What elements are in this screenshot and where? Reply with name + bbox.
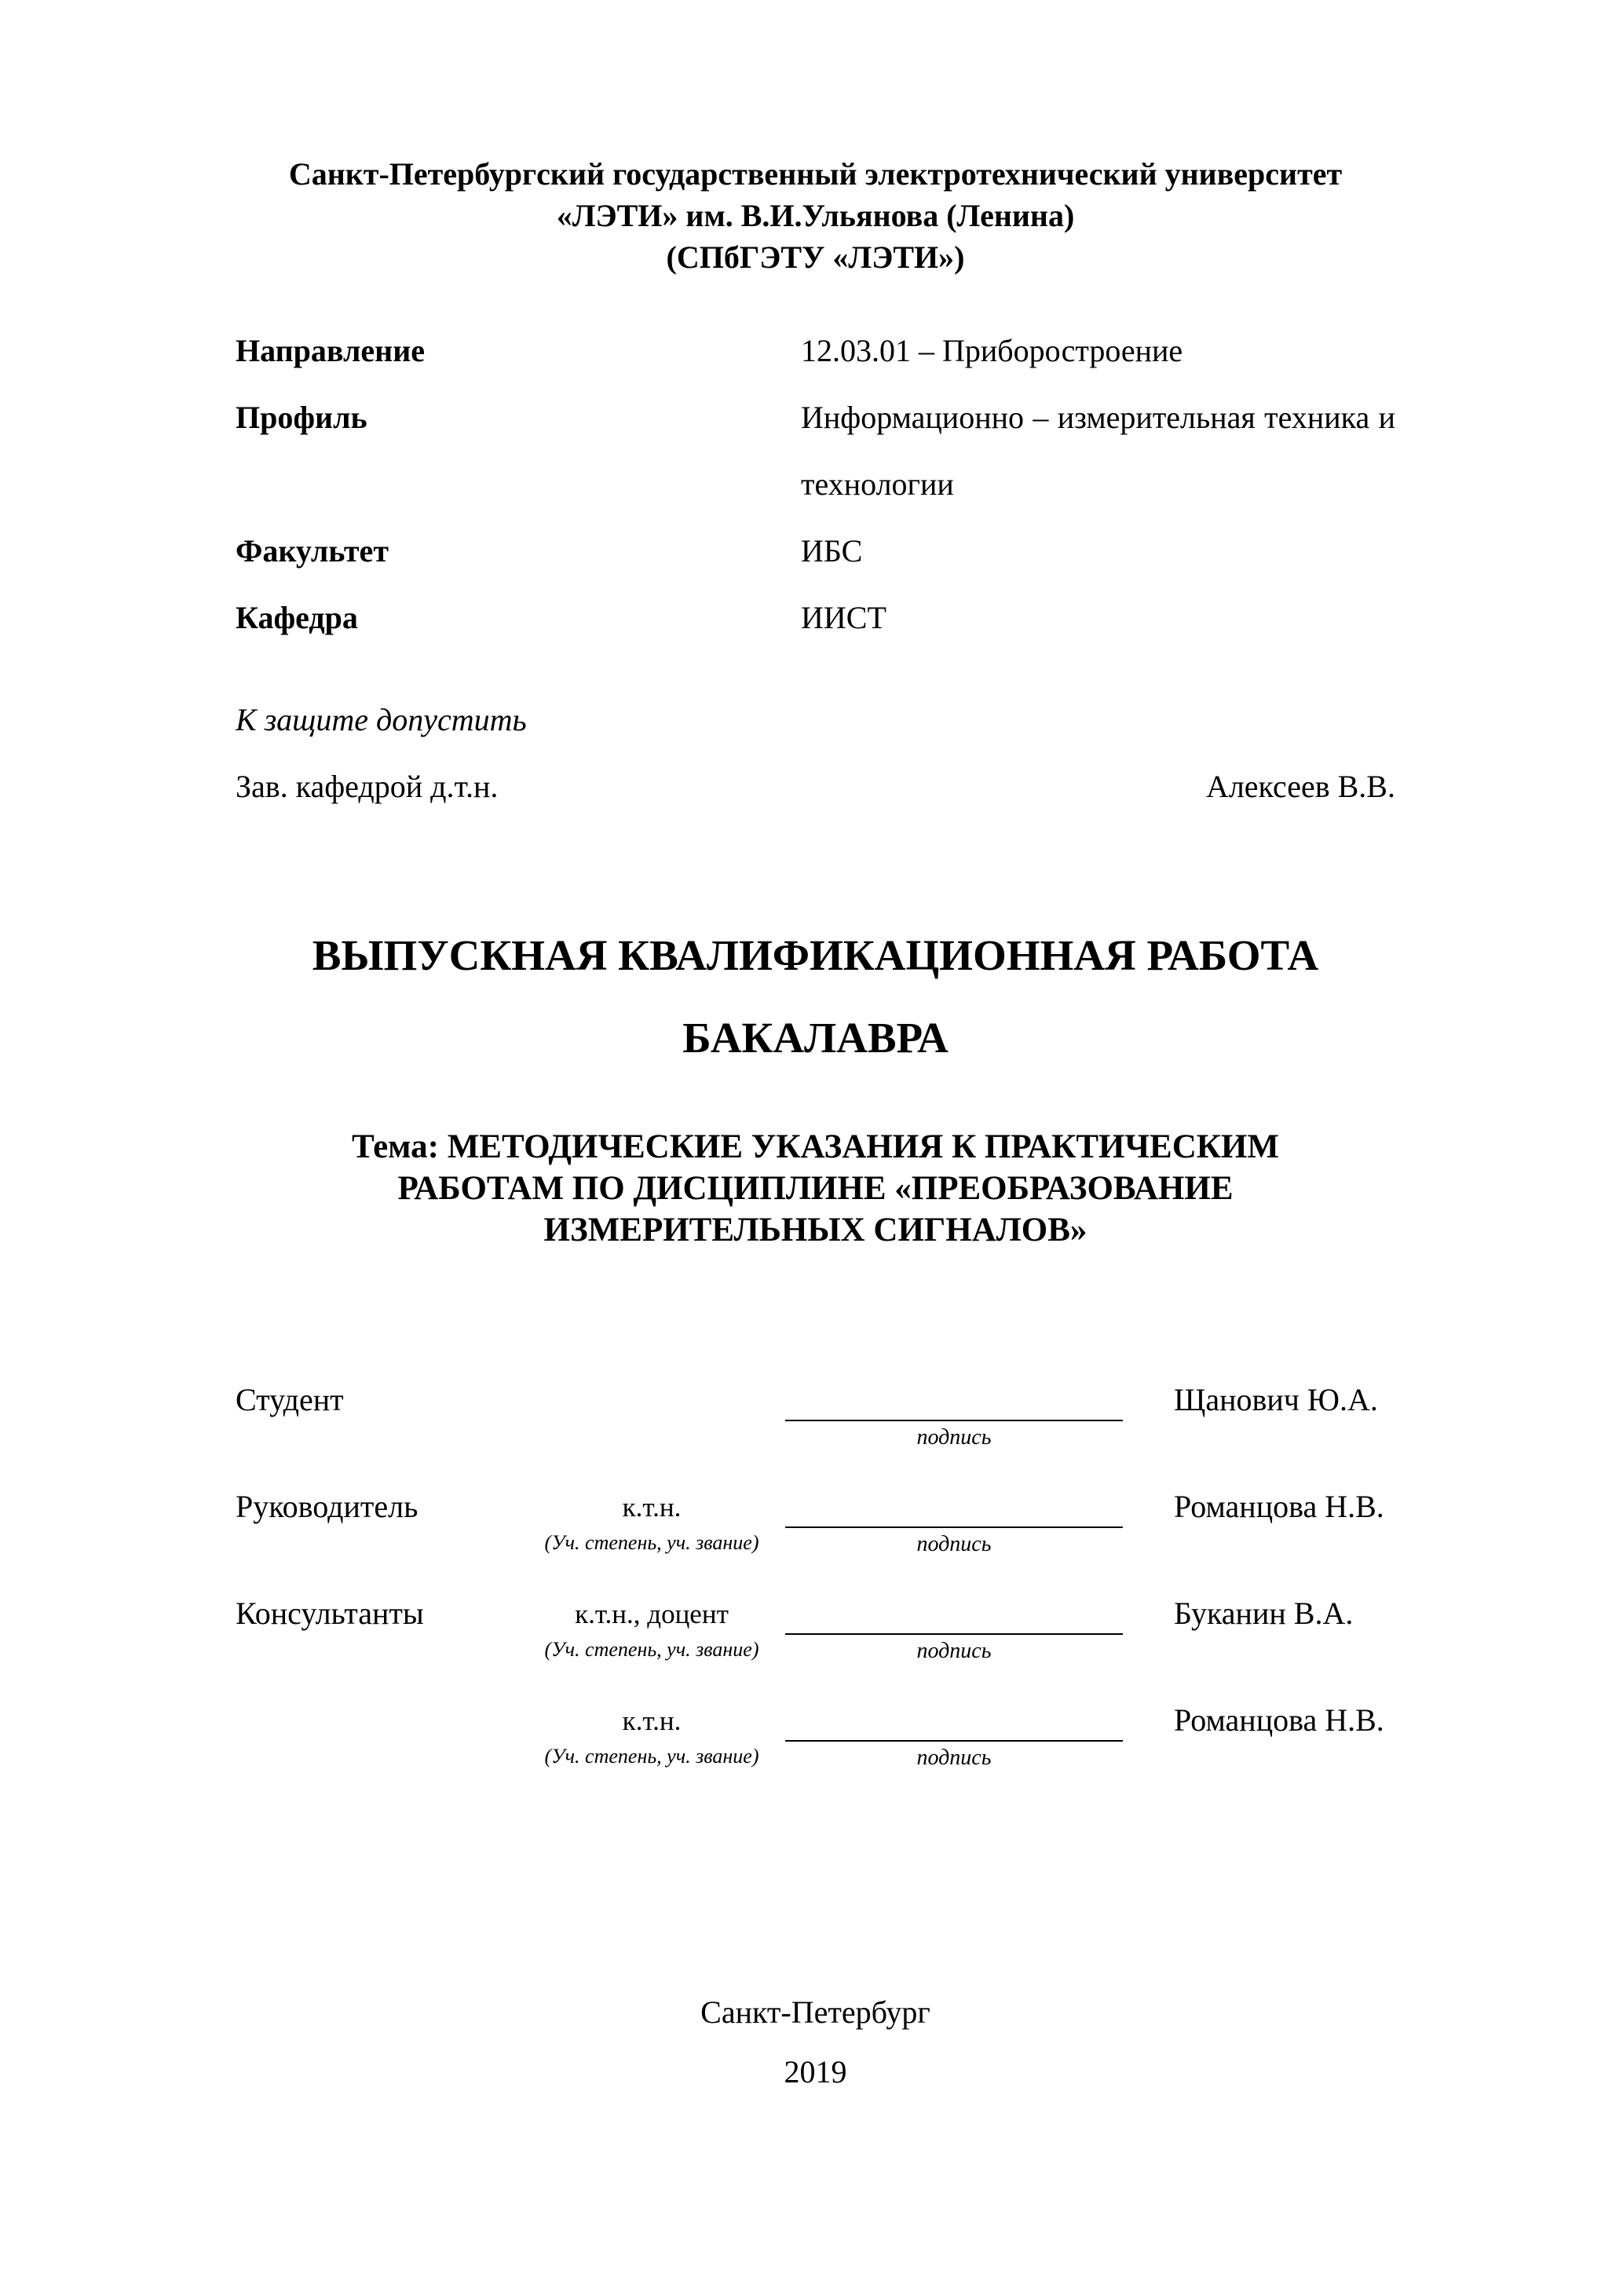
signature-role: Консультанты bbox=[236, 1596, 424, 1631]
program-value: ИИСТ bbox=[801, 600, 886, 635]
signatory-name: Щанович Ю.А. bbox=[1174, 1382, 1378, 1417]
program-row-department bbox=[236, 584, 1395, 651]
signature-degree: к.т.н., доцент bbox=[575, 1599, 729, 1629]
program-label: Кафедра bbox=[236, 600, 358, 635]
university-name-line-2: «ЛЭТИ» им. В.И.Ульянова (Ленина) bbox=[556, 198, 1075, 233]
degree-caption: (Уч. степень, уч. звание) bbox=[544, 1745, 759, 1768]
signature-line bbox=[785, 1590, 1123, 1635]
program-label: Факультет bbox=[236, 533, 389, 569]
degree-caption: (Уч. степень, уч. звание) bbox=[544, 1531, 759, 1554]
program-value: Информационно – измерительная техника и технологии bbox=[801, 400, 1395, 502]
signature-line bbox=[785, 1697, 1123, 1742]
university-header bbox=[236, 153, 1395, 278]
signature-caption: подпись bbox=[916, 1639, 992, 1663]
program-value: 12.03.01 – Приборостроение bbox=[801, 333, 1183, 368]
signature-caption: подпись bbox=[916, 1425, 992, 1450]
program-value: ИБС bbox=[801, 533, 863, 569]
program-label: Направление bbox=[236, 333, 425, 368]
approval-permit-line: К защите допустить bbox=[236, 702, 527, 737]
signature-row-supervisor bbox=[236, 1483, 1395, 1557]
signature-role: Студент bbox=[236, 1382, 344, 1417]
program-info bbox=[236, 317, 1395, 651]
degree-caption: (Уч. степень, уч. звание) bbox=[544, 1638, 759, 1661]
main-title bbox=[236, 914, 1395, 1079]
signature-row-student bbox=[236, 1377, 1395, 1450]
signature-caption: подпись bbox=[916, 1532, 992, 1556]
topic bbox=[236, 1126, 1395, 1251]
main-title-line-1: ВЫПУСКНАЯ КВАЛИФИКАЦИОННАЯ РАБОТА bbox=[312, 931, 1319, 979]
signature-role: Руководитель bbox=[236, 1489, 419, 1524]
signatory-name: Романцова Н.В. bbox=[1174, 1702, 1384, 1738]
program-row-profile bbox=[236, 384, 1395, 517]
signature-line bbox=[785, 1483, 1123, 1528]
program-row-faculty bbox=[236, 517, 1395, 584]
university-name-line-3: (СПбГЭТУ «ЛЭТИ») bbox=[666, 239, 965, 275]
signatory-name: Романцова Н.В. bbox=[1174, 1489, 1384, 1524]
signature-line bbox=[785, 1377, 1123, 1421]
signature-degree: к.т.н. bbox=[622, 1706, 682, 1736]
signatures-block bbox=[236, 1377, 1395, 1771]
signature-degree bbox=[518, 1418, 785, 1421]
topic-line-3: ИЗМЕРИТЕЛЬНЫХ СИГНАЛОВ» bbox=[543, 1212, 1087, 1249]
footer-city: Санкт-Петербург bbox=[700, 1994, 930, 2030]
approval-block bbox=[236, 686, 1395, 820]
program-label: Профиль bbox=[236, 400, 367, 435]
approval-head-name: Алексеев В.В. bbox=[1205, 769, 1395, 804]
footer bbox=[236, 1983, 1395, 2102]
footer-year: 2019 bbox=[784, 2054, 847, 2089]
signatory-name: Буканин В.А. bbox=[1174, 1596, 1354, 1631]
topic-line-2: РАБОТАМ ПО ДИСЦИПЛИНЕ «ПРЕОБРАЗОВАНИЕ bbox=[397, 1170, 1234, 1207]
signature-degree: к.т.н. bbox=[622, 1492, 682, 1523]
university-name-line-1: Санкт-Петербургский государственный электротехнический университет bbox=[288, 156, 1343, 192]
approval-head-label: Зав. кафедрой д.т.н. bbox=[236, 769, 499, 804]
program-row-direction bbox=[236, 317, 1395, 384]
topic-line-1: Тема: МЕТОДИЧЕСКИЕ УКАЗАНИЯ К ПРАКТИЧЕСКИМ bbox=[352, 1128, 1279, 1165]
signature-row-consultant-2 bbox=[236, 1697, 1395, 1771]
signature-row-consultant-1 bbox=[236, 1590, 1395, 1664]
approval-head-row bbox=[236, 753, 1395, 820]
main-title-line-2: БАКАЛАВРА bbox=[682, 1014, 949, 1062]
signature-caption: подпись bbox=[916, 1746, 992, 1770]
